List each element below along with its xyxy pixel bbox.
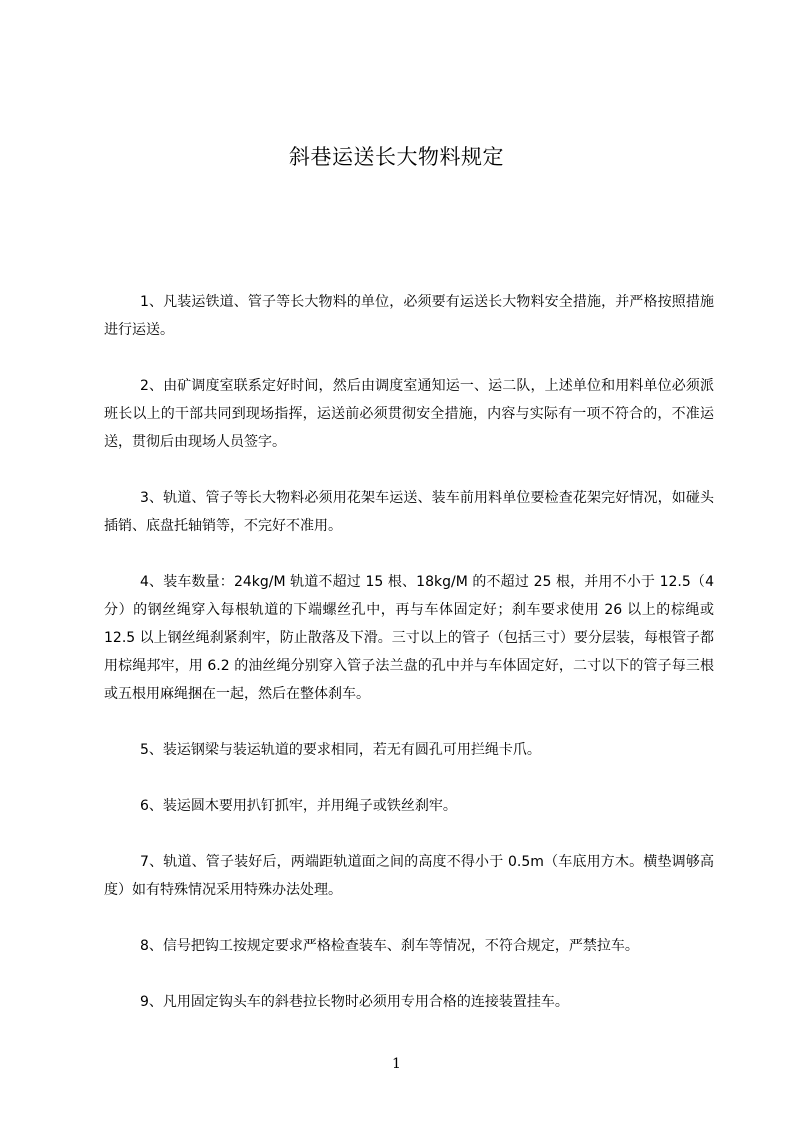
paragraph-2: 2、由矿调度室联系定好时间，然后由调度室通知运一、运二队，上述单位和用料单位必须派班长以上的干部共同到现场指挥，运送前必须贯彻安全措施，内容与实际有一项不符合的，不准运送，贯彻后由现场人员签字。 bbox=[104, 378, 714, 450]
paragraph-6: 6、装运圆木要用扒钉抓牢，并用绳子或铁丝刹牢。 bbox=[140, 798, 457, 814]
paragraph-5: 5、装运钢梁与装运轨道的要求相同，若无有圆孔可用拦绳卡爪。 bbox=[140, 742, 541, 758]
paragraph-1: 1、凡装运铁道、管子等长大物料的单位，必须要有运送长大物料安全措施，并严格按照措施进行运送。 bbox=[104, 294, 714, 338]
paragraph-9: 9、凡用固定钩头车的斜巷拉长物时必须用专用合格的连接装置挂车。 bbox=[140, 994, 569, 1010]
paragraph-3: 3、轨道、管子等长大物料必须用花架车运送、装车前用料单位要检查花架完好情况，如碰头插销、底盘托轴销等，不完好不准用。 bbox=[104, 490, 714, 534]
page-number: 1 bbox=[392, 1056, 401, 1072]
document-body bbox=[104, 288, 714, 1044]
paragraph-7: 7、轨道、管子装好后，两端距轨道面之间的高度不得小于 0.5m（车底用方木。横垫调够高度）如有特殊情况采用特殊办法处理。 bbox=[104, 854, 714, 898]
paragraph-4: 4、装车数量：24kg/M 轨道不超过 15 根、18kg/M 的不超过 25 根，并用不小于 12.5（4 分）的钢丝绳穿入每根轨道的下端螺丝孔中，再与车体固定好；刹车要求使用 26 以上的棕绳或 12.5 以上钢丝绳刹紧刹牢，防止散落及下滑。三寸以上的管子（包括三寸）要分层装，每根管子都用棕绳邦牢，用 6.2 的油丝绳分别穿入管子法兰盘的孔中并与车体固定好，二寸以下的管子每三根或五根用麻绳捆在一起，然后在整体刹车。 bbox=[104, 574, 714, 702]
page-title: 斜巷运送长大物料规定 bbox=[289, 145, 504, 169]
paragraph-8: 8、信号把钩工按规定要求严格检查装车、刹车等情况，不符合规定，严禁拉车。 bbox=[140, 938, 639, 954]
